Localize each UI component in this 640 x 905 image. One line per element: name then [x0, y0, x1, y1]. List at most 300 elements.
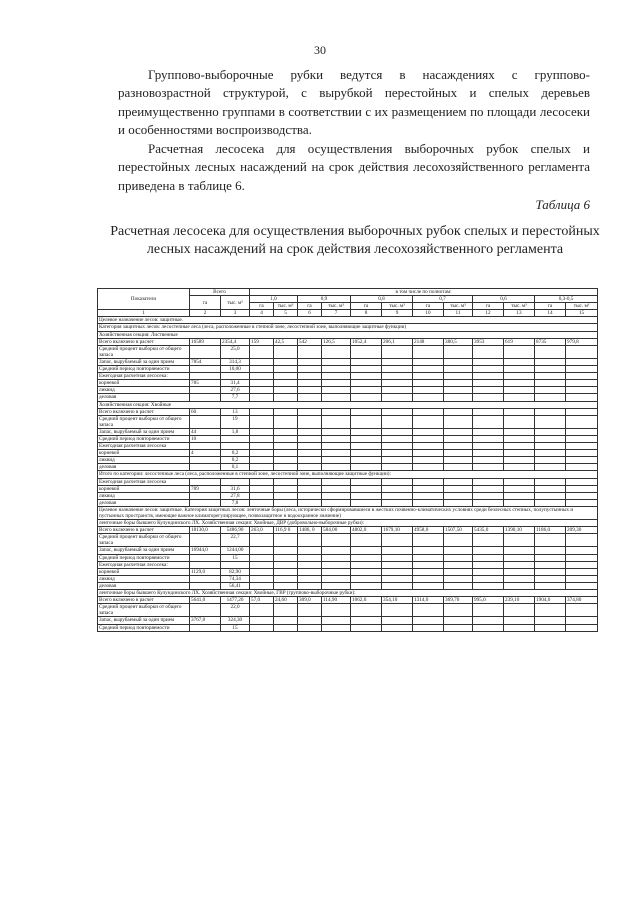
table-cell: [413, 387, 444, 394]
table-cell: [535, 561, 566, 568]
row-label: корневой: [98, 568, 190, 575]
section-heading: Категория защитных лесов: лесостепные леса (леса, расположенные в степной зоне, лесостепной зоне, выполняющие защитные функции): [98, 324, 598, 331]
table-cell: 5641,0: [190, 597, 221, 604]
row-label: Запас, вырубаемый за один прием: [98, 428, 190, 435]
table-cell: [473, 435, 504, 442]
table-cell: [444, 435, 473, 442]
table-cell: [566, 582, 598, 589]
table-cell: [298, 534, 322, 547]
table-cell: [322, 394, 351, 401]
table-cell: [190, 561, 221, 568]
table-cell: [504, 408, 535, 415]
table-cell: [322, 492, 351, 499]
column-number: 8: [351, 310, 382, 317]
table-row: [98, 358, 598, 365]
table-cell: [444, 624, 473, 631]
table-cell: [322, 387, 351, 394]
row-label: Запас, вырубаемый за один прием: [98, 617, 190, 624]
table-cell: [221, 443, 250, 450]
row-label: ликвид: [98, 387, 190, 394]
table-cell: [473, 582, 504, 589]
table-cell: [322, 624, 351, 631]
table-cell: [413, 485, 444, 492]
table-cell: 126,5: [322, 338, 351, 345]
indicators-header: Показатели: [98, 289, 190, 310]
table-cell: 16589: [190, 338, 221, 345]
ha-header: га: [250, 303, 274, 310]
row-label: Всего включено в расчет: [98, 338, 190, 345]
table-cell: [382, 457, 413, 464]
table-cell: 7,8: [221, 499, 250, 506]
table-cell: [298, 415, 322, 428]
table-row: [98, 597, 598, 604]
table-cell: [473, 373, 504, 380]
table-cell: [535, 575, 566, 582]
table-cell: [535, 387, 566, 394]
table-cell: [566, 435, 598, 442]
table-cell: 789: [190, 485, 221, 492]
table-cell: [504, 358, 535, 365]
table-cell: 1507,50: [444, 527, 473, 534]
table-cell: [504, 582, 535, 589]
column-number: 5: [274, 310, 298, 317]
table-cell: 10: [190, 435, 221, 442]
table-row: [98, 568, 598, 575]
table-cell: [190, 345, 221, 358]
ha-header: га: [473, 303, 504, 310]
row-label: Всего включено в расчет: [98, 527, 190, 534]
table-cell: [274, 415, 298, 428]
table-cell: [322, 582, 351, 589]
table-cell: [473, 478, 504, 485]
table-cell: [566, 561, 598, 568]
row-label: Средний период повторяемости: [98, 624, 190, 631]
section-row: [98, 324, 598, 331]
table-row: [98, 478, 598, 485]
table-cell: 114,90: [322, 597, 351, 604]
table-cell: [274, 624, 298, 631]
table-cell: [473, 492, 504, 499]
table-cell: 82,90: [221, 568, 250, 575]
table-cell: [298, 408, 322, 415]
table-cell: 1244,00: [221, 547, 250, 554]
table-cell: [566, 415, 598, 428]
table-cell: [535, 443, 566, 450]
table-cell: [298, 617, 322, 624]
table-cell: [322, 457, 351, 464]
table-cell: [382, 575, 413, 582]
table-cell: 44: [190, 428, 221, 435]
table-cell: [535, 485, 566, 492]
table-cell: [566, 464, 598, 471]
table-cell: 4958,0: [413, 527, 444, 534]
table-row: [98, 561, 598, 568]
table-cell: [473, 387, 504, 394]
table-row: [98, 408, 598, 415]
row-label: Средний период повторяемости: [98, 554, 190, 561]
table-cell: [535, 415, 566, 428]
table-cell: [274, 435, 298, 442]
table-cell: [274, 478, 298, 485]
table-cell: [473, 534, 504, 547]
table-cell: [535, 380, 566, 387]
row-label: корневой: [98, 450, 190, 457]
table-cell: [250, 428, 274, 435]
table-cell: 995,0: [473, 597, 504, 604]
table-cell: [351, 373, 382, 380]
body-paragraph-1: [118, 66, 590, 140]
table-cell: [351, 443, 382, 450]
table-cell: [322, 380, 351, 387]
table-cell: 584,00: [322, 527, 351, 534]
table-cell: [444, 604, 473, 617]
table-cell: [566, 428, 598, 435]
table-cell: [566, 408, 598, 415]
table-cell: [322, 561, 351, 568]
table-cell: [504, 464, 535, 471]
table-cell: [298, 485, 322, 492]
table-row: [98, 457, 598, 464]
table-row: [98, 443, 598, 450]
table-cell: [221, 373, 250, 380]
table-cell: [274, 408, 298, 415]
table-cell: [351, 358, 382, 365]
table-cell: [473, 624, 504, 631]
table-cell: 5435,0: [473, 527, 504, 534]
table-cell: [250, 582, 274, 589]
table-cell: [221, 478, 250, 485]
table-cell: [322, 534, 351, 547]
table-cell: [190, 366, 221, 373]
table-cell: [566, 380, 598, 387]
table-cell: [382, 617, 413, 624]
table-cell: 1904,0: [535, 597, 566, 604]
table-cell: [298, 373, 322, 380]
table-cell: 1062,0: [351, 597, 382, 604]
table-row: [98, 394, 598, 401]
table-cell: [322, 575, 351, 582]
table-cell: [535, 358, 566, 365]
table-row: [98, 492, 598, 499]
table-cell: [535, 554, 566, 561]
table-cell: [413, 345, 444, 358]
column-number: 13: [504, 310, 535, 317]
table-cell: [566, 499, 598, 506]
table-cell: [351, 345, 382, 358]
table-cell: [504, 457, 535, 464]
table-cell: [250, 624, 274, 631]
table-cell: [250, 443, 274, 450]
table-cell: 0,1: [221, 464, 250, 471]
table-cell: [566, 478, 598, 485]
ha-header: га: [351, 303, 382, 310]
table-cell: [535, 624, 566, 631]
table-cell: 380,5: [444, 338, 473, 345]
table-cell: [190, 443, 221, 450]
table-cell: [473, 554, 504, 561]
table-cell: [413, 450, 444, 457]
table-cell: [250, 435, 274, 442]
table-row: [98, 450, 598, 457]
table-cell: [473, 547, 504, 554]
table-cell: 354,10: [382, 597, 413, 604]
table-cell: [322, 415, 351, 428]
table-cell: 27,6: [221, 387, 250, 394]
table-cell: [322, 568, 351, 575]
table-cell: [444, 457, 473, 464]
table-row: [98, 617, 598, 624]
table-row: [98, 582, 598, 589]
table-cell: [566, 604, 598, 617]
table-cell: [190, 582, 221, 589]
completeness-header: 0,3-0,5: [535, 296, 598, 303]
table-cell: [535, 457, 566, 464]
table-cell: [535, 464, 566, 471]
table-cell: [298, 499, 322, 506]
table-cell: [413, 582, 444, 589]
table-cell: [535, 534, 566, 547]
table-cell: [473, 561, 504, 568]
table-cell: [274, 547, 298, 554]
table-cell: [298, 554, 322, 561]
table-row: [98, 380, 598, 387]
table-cell: [322, 617, 351, 624]
table-cell: [250, 575, 274, 582]
table-cell: [473, 394, 504, 401]
table-cell: [190, 554, 221, 561]
table-cell: [250, 485, 274, 492]
row-label: ликвид: [98, 492, 190, 499]
table-cell: [566, 534, 598, 547]
table-cell: [473, 443, 504, 450]
column-number: 14: [535, 310, 566, 317]
table-cell: [274, 387, 298, 394]
table-cell: [413, 561, 444, 568]
table-cell: [504, 387, 535, 394]
section-row: [98, 317, 598, 324]
table-cell: 542: [298, 338, 322, 345]
table-cell: [444, 554, 473, 561]
table-cell: 1486, 0: [298, 527, 322, 534]
table-cell: [566, 485, 598, 492]
table-cell: 206,1: [382, 338, 413, 345]
total-ha-header: га: [190, 296, 221, 310]
table-cell: 1390,10: [504, 527, 535, 534]
row-label: Средний процент выборки от общего запаса: [98, 415, 190, 428]
table-cell: [382, 358, 413, 365]
table-cell: [250, 617, 274, 624]
table-cell: [444, 478, 473, 485]
table-cell: [221, 435, 250, 442]
row-label: Запас, вырубаемый за один прием: [98, 547, 190, 554]
table-cell: [190, 415, 221, 428]
table-cell: [351, 366, 382, 373]
table-row: [98, 338, 598, 345]
table-cell: [274, 604, 298, 617]
table-cell: [566, 450, 598, 457]
completeness-header: 0,8: [351, 296, 413, 303]
table-cell: [504, 492, 535, 499]
table-cell: [322, 443, 351, 450]
row-label: Ежегодная расчетная лесосека:: [98, 561, 190, 568]
table-cell: [444, 394, 473, 401]
table-cell: [413, 464, 444, 471]
volume-header: тыс. м³: [322, 303, 351, 310]
row-label: Средний процент выборки от общего запаса: [98, 604, 190, 617]
table-cell: [298, 492, 322, 499]
column-number: 15: [566, 310, 598, 317]
table-cell: [274, 499, 298, 506]
table-row: [98, 345, 598, 358]
table-cell: [473, 345, 504, 358]
paragraph-text: Группово-выборочные рубки ведутся в насаждениях с группово-разновозрастной структурой, с вырубкой перестойных и спелых деревьев преимущественно группами в соответствии с их размещением по площади лесосеки и особенностями воспроизводства.: [118, 67, 590, 138]
table-cell: [250, 492, 274, 499]
table-cell: [190, 575, 221, 582]
table-cell: [351, 534, 382, 547]
table-cell: [444, 428, 473, 435]
table-cell: [535, 394, 566, 401]
table-cell: [250, 554, 274, 561]
table-cell: 60: [190, 408, 221, 415]
table-cell: [274, 457, 298, 464]
table-cell: 7,7: [221, 394, 250, 401]
table-cell: [250, 387, 274, 394]
table-cell: [190, 387, 221, 394]
table-cell: [250, 408, 274, 415]
table-cell: [473, 499, 504, 506]
table-cell: [504, 624, 535, 631]
table-cell: 0,2: [221, 457, 250, 464]
table-cell: [298, 561, 322, 568]
table-cell: [322, 464, 351, 471]
table-cell: [298, 568, 322, 575]
column-number: 1: [98, 310, 190, 317]
row-label: деловая: [98, 394, 190, 401]
table-cell: 979,8: [566, 338, 598, 345]
table-cell: [382, 435, 413, 442]
table-cell: [322, 373, 351, 380]
table-cell: [566, 394, 598, 401]
table-cell: [250, 478, 274, 485]
table-row: [98, 624, 598, 631]
table-cell: [298, 582, 322, 589]
table-cell: [535, 617, 566, 624]
row-label: ликвид: [98, 575, 190, 582]
table-cell: [274, 428, 298, 435]
table-cell: [274, 366, 298, 373]
table-cell: [250, 604, 274, 617]
table-cell: 619: [504, 338, 535, 345]
table-cell: 22,0: [221, 604, 250, 617]
table-cell: [566, 554, 598, 561]
completeness-header: 0,7: [413, 296, 473, 303]
table-cell: [382, 394, 413, 401]
column-number: 4: [250, 310, 274, 317]
table-cell: [322, 485, 351, 492]
table-cell: 22,7: [221, 534, 250, 547]
column-number: 11: [444, 310, 473, 317]
table-cell: [322, 366, 351, 373]
table-cell: [351, 561, 382, 568]
table-cell: [351, 387, 382, 394]
table-cell: [444, 464, 473, 471]
table-cell: [351, 380, 382, 387]
table-cell: [473, 428, 504, 435]
table-cell: 27,8: [221, 492, 250, 499]
table-cell: [382, 380, 413, 387]
section-row: [98, 590, 598, 597]
table-cell: [413, 499, 444, 506]
table-cell: 42,5: [274, 338, 298, 345]
table-cell: 15: [221, 624, 250, 631]
table-cell: [473, 366, 504, 373]
table-cell: [190, 457, 221, 464]
table-cell: [351, 582, 382, 589]
section-heading: Целевое назначение лесов: защитные.: [98, 317, 598, 324]
completeness-header: 0,6: [473, 296, 535, 303]
table-cell: [274, 373, 298, 380]
table-cell: [566, 373, 598, 380]
section-row: [98, 401, 598, 408]
table-cell: [535, 408, 566, 415]
table-cell: [190, 464, 221, 471]
table-cell: [351, 554, 382, 561]
ha-header: га: [298, 303, 322, 310]
table-cell: [250, 464, 274, 471]
section-row: [98, 331, 598, 338]
table-cell: [444, 415, 473, 428]
table-cell: [473, 408, 504, 415]
table-cell: [473, 575, 504, 582]
table-cell: [566, 387, 598, 394]
table-cell: [504, 443, 535, 450]
table-cell: [250, 568, 274, 575]
table-cell: [535, 435, 566, 442]
table-cell: [250, 534, 274, 547]
table-cell: [535, 547, 566, 554]
table-row: [98, 366, 598, 373]
table-cell: [504, 554, 535, 561]
table-cell: [504, 568, 535, 575]
table-cell: [473, 617, 504, 624]
table-cell: [298, 547, 322, 554]
table-cell: [298, 428, 322, 435]
table-cell: 25,0: [221, 345, 250, 358]
table-title: Расчетная лесосека для осуществления выборочных рубок спелых и перестойных лесных насаждений на срок действия лесохозяйственного регламента: [110, 224, 600, 257]
table-cell: [473, 380, 504, 387]
table-cell: [351, 415, 382, 428]
table-cell: [413, 554, 444, 561]
column-number: 10: [413, 310, 444, 317]
table-cell: [535, 366, 566, 373]
table-cell: 13: [221, 408, 250, 415]
table-row: [98, 534, 598, 547]
table-cell: 74,34: [221, 575, 250, 582]
table-cell: [274, 561, 298, 568]
table-cell: [298, 624, 322, 631]
table-cell: [444, 534, 473, 547]
table-cell: [351, 478, 382, 485]
completeness-header: 0,9: [298, 296, 351, 303]
table-cell: [298, 366, 322, 373]
table-cell: [322, 499, 351, 506]
table-cell: [444, 492, 473, 499]
table-cell: [504, 435, 535, 442]
page-number: 30: [314, 43, 326, 57]
section-row: [98, 520, 598, 527]
table-cell: 785: [190, 380, 221, 387]
table-cell: [250, 394, 274, 401]
